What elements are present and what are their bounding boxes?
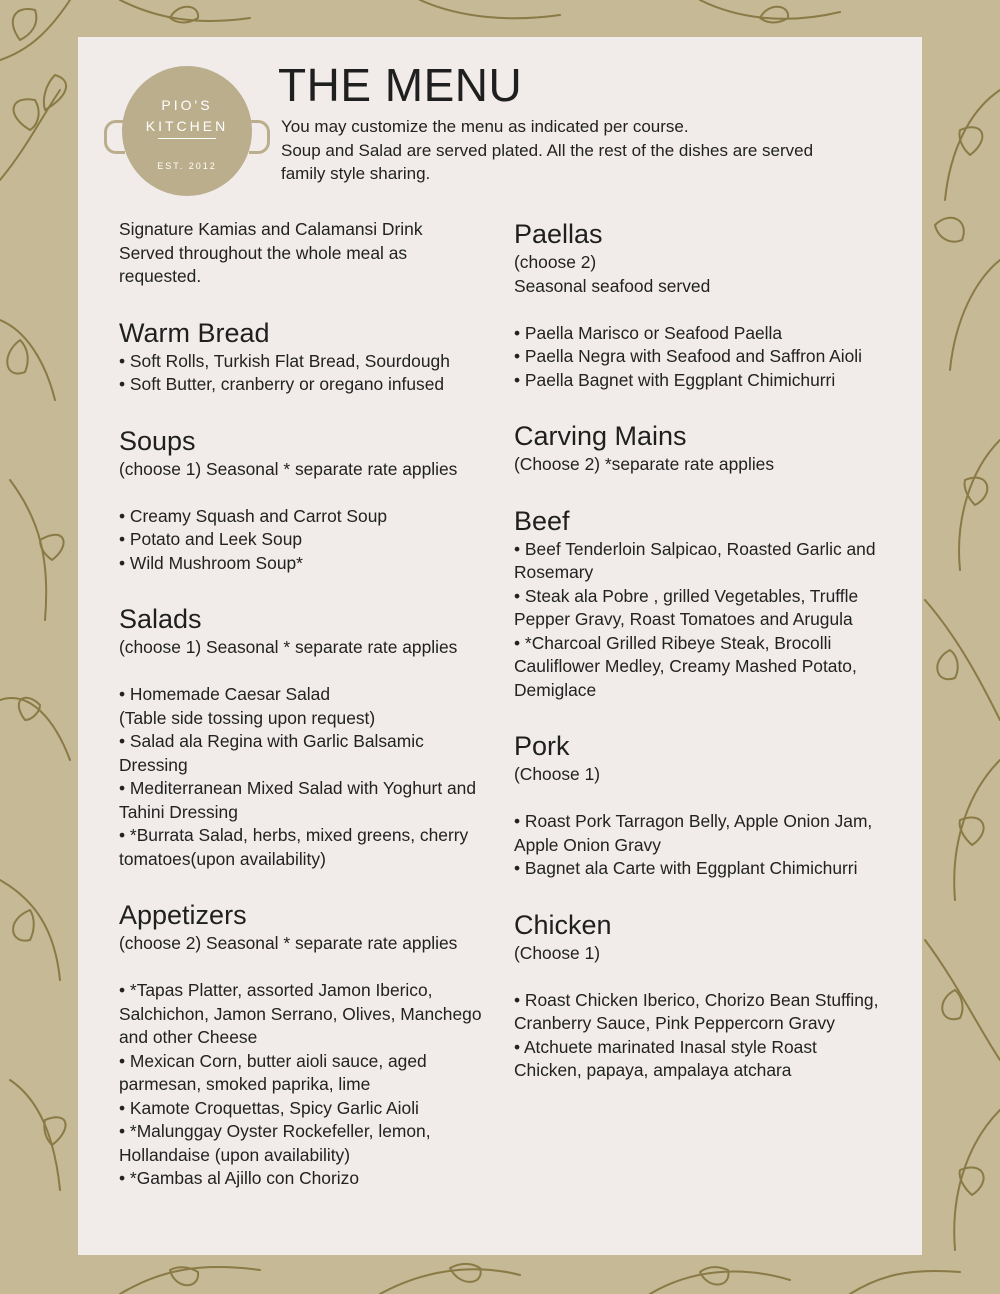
- menu-item-line: • *Burrata Salad, herbs, mixed greens, cherry: [119, 825, 469, 845]
- section-heading: Salads: [119, 604, 202, 634]
- leaf-icon: [14, 99, 39, 130]
- left-column: [119, 218, 504, 1191]
- intro-line: family style sharing.: [281, 164, 431, 183]
- section-heading: Pork: [514, 731, 570, 761]
- section-carving-mains: [514, 420, 914, 477]
- leaf-stem-icon: [945, 90, 1000, 200]
- section-heading: Chicken: [514, 909, 612, 940]
- section-pork: [514, 730, 914, 881]
- menu-title: THE MENU: [278, 59, 523, 111]
- leaf-icon: [937, 650, 957, 679]
- logo-name-line2: KITCHEN: [145, 118, 229, 134]
- menu-item-line: Chicken, papaya, ampalaya atchara: [514, 1060, 792, 1080]
- section-heading: Appetizers: [119, 900, 247, 930]
- menu-item-line: Hollandaise (upon availability): [119, 1144, 351, 1165]
- leaf-stem-icon: [10, 1080, 60, 1190]
- section-note: (choose 1) Seasonal * separate rate applies: [119, 637, 458, 657]
- menu-item-line: Apple Onion Gravy: [514, 834, 661, 855]
- section-note: (Choose 1): [514, 764, 601, 784]
- leaf-stem-icon: [925, 940, 1000, 1060]
- menu-item-line: • Mexican Corn, butter aioli sauce, aged: [119, 1050, 427, 1071]
- menu-item-line: • Creamy Squash and Carrot Soup: [119, 505, 388, 526]
- menu-item-line: • Steak ala Pobre , grilled Vegetables, Truffle: [514, 585, 859, 606]
- section-heading: Warm Bread: [119, 317, 270, 348]
- leaf-icon: [760, 7, 788, 23]
- leaf-stem-icon: [0, 698, 70, 760]
- menu-item-line: (Table side tossing upon request): [119, 707, 376, 728]
- leaf-icon: [7, 340, 27, 374]
- leaf-stem-icon: [120, 1267, 260, 1294]
- section-beef: [514, 505, 914, 703]
- leaf-stem-icon: [380, 1269, 520, 1294]
- leaf-stem-icon: [0, 880, 60, 980]
- section-note: (choose 2): [514, 252, 597, 272]
- section-heading: Carving Mains: [514, 421, 687, 451]
- logo-name-line1: PIO'S: [161, 97, 213, 113]
- spacer: [514, 787, 914, 811]
- menu-item-line: tomatoes(upon availability): [119, 848, 326, 869]
- leaf-stem-icon: [420, 0, 560, 18]
- section-note: (Choose 1): [514, 942, 601, 963]
- menu-item-line: • Salad ala Regina with Garlic Balsamic: [119, 731, 424, 751]
- leaf-icon: [935, 218, 964, 242]
- menu-item-line: • *Tapas Platter, assorted Jamon Iberico,: [119, 980, 433, 1000]
- spacer: [514, 965, 914, 989]
- section-note: Seasonal seafood served: [514, 275, 711, 296]
- section-heading: Soups: [119, 425, 196, 456]
- menu-item-line: • Wild Mushroom Soup*: [119, 552, 303, 573]
- section-heading: Beef: [514, 505, 570, 536]
- section-drinks: [119, 218, 504, 289]
- menu-item-line: • Potato and Leek Soup: [119, 529, 303, 549]
- leaf-stem-icon: [950, 260, 1000, 370]
- menu-item-line: Salchichon, Jamon Serrano, Olives, Manchego: [119, 1003, 482, 1024]
- menu-item-line: • Soft Butter, cranberry or oregano infused: [119, 374, 445, 394]
- menu-item-line: and other Cheese: [119, 1027, 258, 1047]
- menu-item-line: • *Gambas al Ajillo con Chorizo: [119, 1168, 360, 1188]
- leaf-icon: [44, 75, 66, 110]
- menu-item-line: • Paella Marisco or Seafood Paella: [514, 322, 783, 343]
- spacer: [119, 481, 504, 505]
- intro-line: Soup and Salad are served plated. All the rest of the dishes are served: [281, 140, 814, 160]
- menu-item-line: • Soft Rolls, Turkish Flat Bread, Sourdough: [119, 350, 450, 371]
- menu-item-line: • *Malunggay Oyster Rockefeller, lemon,: [119, 1121, 431, 1141]
- leaf-stem-icon: [120, 0, 250, 21]
- menu-item-line: • Homemade Caesar Salad: [119, 684, 331, 704]
- section-warm-bread: [119, 317, 504, 397]
- section-salads: [119, 603, 504, 871]
- section-note: (choose 1) Seasonal * separate rate applies: [119, 458, 458, 479]
- leaf-icon: [450, 1264, 481, 1282]
- menu-item-line: Cranberry Sauce, Pink Peppercorn Gravy: [514, 1013, 835, 1033]
- menu-item-line: parmesan, smoked paprika, lime: [119, 1074, 371, 1094]
- leaf-icon: [13, 9, 37, 40]
- leaf-icon: [959, 127, 982, 155]
- section-chicken: [514, 909, 914, 1083]
- section-note: (choose 2) Seasonal * separate rate applies: [119, 933, 458, 953]
- leaf-icon: [700, 1267, 728, 1284]
- section-note: Served throughout the whole meal as: [119, 242, 408, 263]
- spacer: [119, 956, 504, 980]
- menu-item-line: Demiglace: [514, 679, 597, 700]
- section-paellas: [514, 218, 914, 392]
- menu-item-line: Pepper Gravy, Roast Tomatoes and Arugula: [514, 609, 853, 629]
- spacer: [514, 298, 914, 322]
- menu-intro: [281, 115, 881, 186]
- menu-card: [78, 37, 922, 1255]
- menu-item-line: Dressing: [119, 754, 188, 775]
- menu-item-line: • Atchuete marinated Inasal style Roast: [514, 1036, 817, 1057]
- leaf-stem-icon: [650, 1272, 790, 1294]
- menu-item-line: • Bagnet ala Carte with Eggplant Chimichurri: [514, 858, 858, 878]
- section-note: Signature Kamias and Calamansi Drink: [119, 219, 423, 239]
- section-note: requested.: [119, 266, 202, 286]
- menu-item-line: • Mediterranean Mixed Salad with Yoghurt and: [119, 778, 477, 798]
- leaf-stem-icon: [10, 480, 46, 620]
- menu-item-line: Cauliflower Medley, Creamy Mashed Potato,: [514, 656, 857, 676]
- leaf-stem-icon: [850, 1271, 960, 1294]
- menu-item-line: • Beef Tenderloin Salpicao, Roasted Garlic and: [514, 538, 876, 559]
- section-note: (Choose 2) *separate rate applies: [514, 454, 775, 474]
- menu-item-line: • Kamote Croquettas, Spicy Garlic Aioli: [119, 1097, 419, 1118]
- leaf-stem-icon: [0, 90, 60, 180]
- leaf-icon: [942, 990, 962, 1019]
- menu-item-line: Tahini Dressing: [119, 801, 238, 822]
- intro-line: You may customize the menu as indicated per course.: [281, 117, 689, 136]
- spacer: [119, 660, 504, 684]
- menu-item-line: • Roast Chicken Iberico, Chorizo Bean Stuffing,: [514, 989, 879, 1010]
- menu-item-line: • Paella Bagnet with Eggplant Chimichurri: [514, 369, 836, 390]
- menu-item-line: • Paella Negra with Seafood and Saffron Aioli: [514, 346, 863, 366]
- section-appetizers: [119, 899, 504, 1191]
- leaf-stem-icon: [959, 440, 1000, 570]
- logo-established: EST. 2012: [157, 161, 217, 171]
- section-soups: [119, 425, 504, 576]
- section-heading: Paellas: [514, 219, 603, 249]
- leaf-stem-icon: [925, 600, 1000, 720]
- right-column: [514, 218, 914, 1083]
- menu-item-line: • *Charcoal Grilled Ribeye Steak, Brocolli: [514, 632, 832, 653]
- menu-item-line: Rosemary: [514, 562, 594, 582]
- pot-handle-right-icon: [249, 120, 270, 154]
- restaurant-logo: [122, 66, 252, 196]
- leaf-icon: [13, 910, 34, 941]
- logo-divider: [158, 138, 216, 139]
- leaf-stem-icon: [700, 0, 840, 19]
- menu-item-line: • Roast Pork Tarragon Belly, Apple Onion Jam,: [514, 811, 873, 831]
